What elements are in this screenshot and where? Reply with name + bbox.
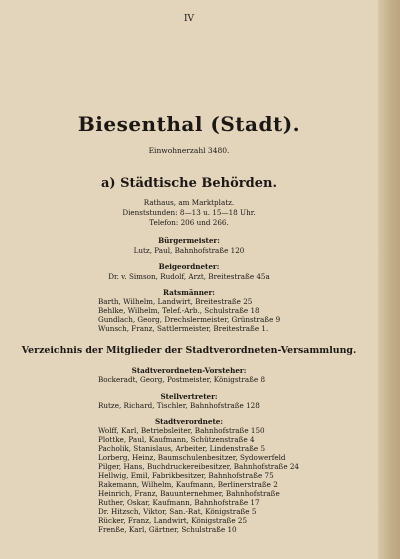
page-number: IV (183, 14, 195, 24)
council-member-entry: Lorberg, Heinz, Baumschulenbesitzer, Sydowerfeld (98, 453, 286, 462)
council-member-entry: Ruther, Oskar, Kaufmann, Bahnhofstraße 17 (98, 498, 260, 507)
council-members-heading: Stadtverordnete: (154, 417, 223, 426)
section-heading-authorities: a) Städtische Behörden. (100, 176, 277, 191)
councillor-entry: Gundlach, Georg, Drechslermeister, Grünstraße 9 (98, 315, 281, 324)
deputy-entry: Dr. v. Simson, Rudolf, Arzt, Breitestraße 45a (108, 272, 270, 281)
council-member-entry: Heinrich, Franz, Bauunternehmer, Bahnhofstraße (98, 489, 280, 498)
rathaus-line: Rathaus, am Marktplatz. (143, 198, 235, 207)
councillors-heading: Ratsmänner: (163, 288, 215, 297)
councillor-entry: Wunsch, Franz, Sattlermeister, Breitestraße 1. (98, 324, 269, 333)
page-edge (378, 0, 400, 559)
town-title: Biesenthal (Stadt). (77, 112, 301, 136)
council-member-entry: Rakemann, Wilhelm, Kaufmann, Berlinerstraße 2 (98, 480, 278, 489)
council-member-entry: Pilger, Hans, Buchdruckereibesitzer, Bahnhofstraße 24 (98, 462, 300, 471)
section-heading-members: Verzeichnis der Mitglieder der Stadtverordneten-Versammlung. (21, 345, 357, 356)
vice-chairman-heading: Stellvertreter: (160, 392, 218, 401)
telephone-line: Telefon: 206 und 266. (149, 218, 229, 227)
chairman-heading: Stadtverordneten-Vorsteher: (131, 366, 247, 375)
councillor-entry: Barth, Wilhelm, Landwirt, Breitestraße 25 (98, 297, 253, 306)
deputy-heading: Beigeordneter: (158, 262, 220, 271)
mayor-entry: Lutz, Paul, Bahnhofstraße 120 (133, 246, 245, 255)
vice-chairman-entry: Rutze, Richard, Tischler, Bahnhofstraße 128 (98, 401, 260, 410)
council-member-entry: Plottke, Paul, Kaufmann, Schützenstraße 4 (98, 435, 255, 444)
council-member-entry: Wolff, Karl, Betriebsleiter, Bahnhofstraße 150 (98, 426, 265, 435)
population-line: Einwohnerzahl 3480. (148, 146, 230, 155)
councillor-entry: Behlke, Wilhelm, Telef.-Arb., Schulstraße 18 (98, 306, 260, 315)
mayor-heading: Bürgermeister: (158, 236, 220, 245)
council-member-entry: Frenße, Karl, Gärtner, Schulstraße 10 (98, 525, 237, 534)
council-member-entry: Hellwig, Emil, Fabrikbesitzer, Bahnhofstraße 75 (98, 471, 274, 480)
chairman-entry: Bockeradt, Georg, Postmeister, Königstraße 8 (98, 375, 266, 384)
council-member-entry: Pacholik, Stanislaus, Arbeiter, Lindenstraße 5 (98, 444, 266, 453)
council-member-entry: Rücker, Franz, Landwirt, Königstraße 25 (98, 516, 248, 525)
office-hours-line: Dienststunden: 8—13 u. 15—18 Uhr. (122, 208, 256, 217)
council-member-entry: Dr. Hitzsch, Viktor, San.-Rat, Königstraße 5 (98, 507, 257, 516)
